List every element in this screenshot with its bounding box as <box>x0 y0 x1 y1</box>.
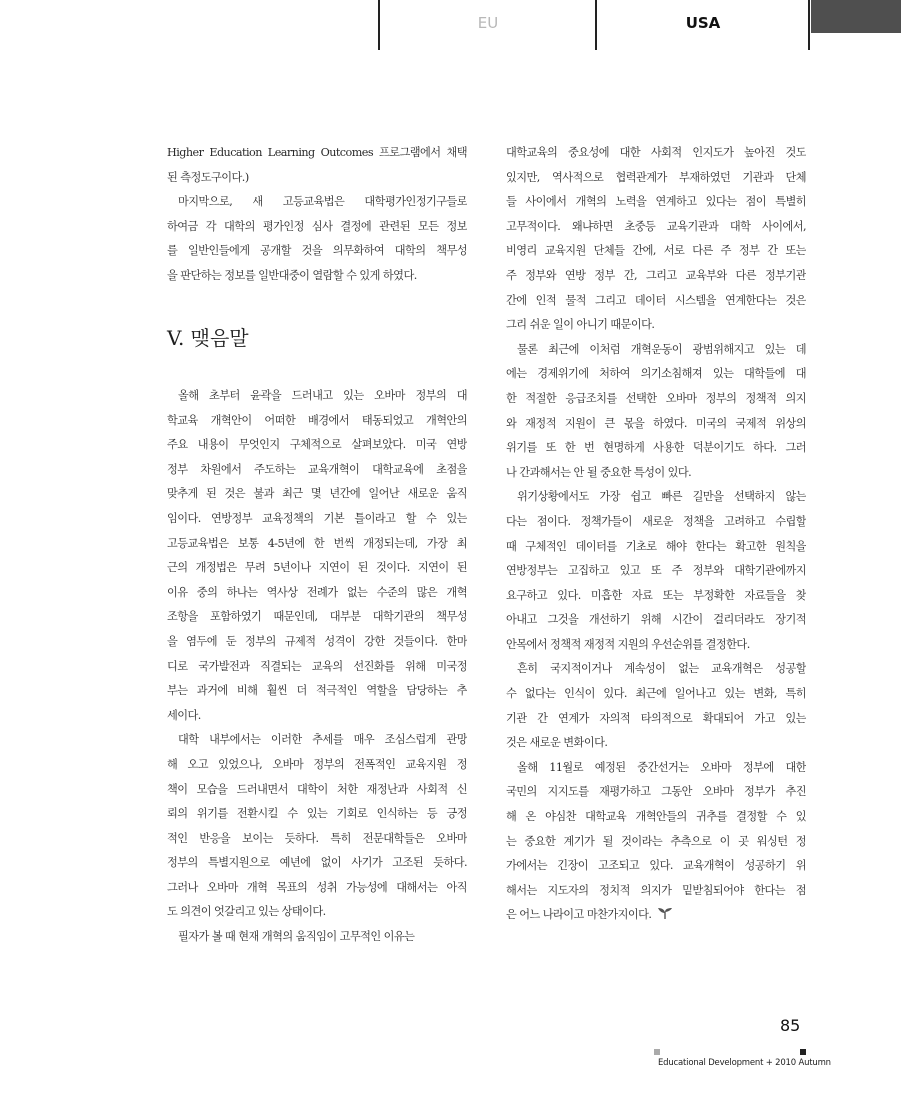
text-line: 을 염두에 둔 정부의 규제적 성격이 강한 것들이다. 한마 <box>167 634 467 648</box>
text-line: 한 적절한 응급조치를 선택한 오바마 정부의 정책적 의지 <box>506 391 806 405</box>
text-line: 임이다. 연방정부 교육정책의 기본 틀이라고 할 수 있는 <box>167 511 467 525</box>
text-line: 가에서는 긴장이 고조되고 있다. 교육개혁이 성공하기 위 <box>506 859 806 873</box>
footer-square-dark <box>800 1049 806 1055</box>
text-line: 수 없다는 인식이 있다. 최근에 일어나고 있는 변화, 특히 <box>506 687 806 701</box>
right-column-body <box>506 141 806 928</box>
text-line: 디로 국가발전과 직결되는 교육의 선진화를 위해 미국정 <box>167 659 467 673</box>
text-line: 대학 내부에서는 이러한 추세를 매우 조심스럽게 관망 <box>178 733 467 747</box>
text-line: 때 구체적인 데이터를 기초로 해야 한다는 확고한 원칙을 <box>506 539 806 553</box>
text-line: 뢰의 위기를 전환시킬 수 있는 기회로 인식하는 등 긍정 <box>167 807 467 821</box>
text-line: 위기를 또 한 번 현명하게 사용한 덕분이기도 하다. 그러 <box>506 441 806 455</box>
text-line: 요구하고 있다. 미흡한 자료 또는 부정확한 자료들을 찾 <box>506 588 806 602</box>
text-line: 것은 새로운 변화이다. <box>506 736 608 750</box>
text-line: 간에 인적 물적 그리고 데이터 시스템을 연계한다는 것은 <box>506 293 806 307</box>
text-line: 를 일반인들에게 공개할 것을 의무화하여 대학의 책무성 <box>167 244 467 258</box>
tab-divider <box>808 0 810 50</box>
text-line: 조항을 포함하였기 때문인데, 대부분 대학기관의 책무성 <box>167 610 467 624</box>
page-number: 85 <box>780 1016 801 1035</box>
text-line: 물론 최근에 이처럼 개혁운동이 광범위해지고 있는 데 <box>517 342 806 356</box>
text-line: 다는 점이다. 정책가들이 새로운 정책을 고려하고 수립할 <box>506 514 806 528</box>
text-line: 올해 11월로 예정된 중간선거는 오바마 정부에 대한 <box>517 760 806 774</box>
text-line: 된 측정도구이다.) <box>167 170 249 184</box>
text-line: 마지막으로, 새 고등교육법은 대학평가인정기구들로 <box>178 195 467 209</box>
text-line: 나 간과해서는 안 될 중요한 특성이 있다. <box>506 465 692 479</box>
tab-eu[interactable]: EU <box>477 14 499 32</box>
text-line: 세이다. <box>167 708 201 722</box>
left-column-body <box>167 384 467 950</box>
text-line: 는 중요한 계기가 될 것이라는 추측으로 이 곳 워싱턴 정 <box>506 834 806 848</box>
text-line: 고무적이다. 왜냐하면 초중등 교육기관과 대학 사이에서, <box>506 219 806 233</box>
text-line: 학교육 개혁안이 어떠한 배경에서 태동되었고 개혁안의 <box>167 413 467 427</box>
text-line: 해 오고 있었으나, 오바마 정부의 전폭적인 교육지원 정 <box>167 757 467 771</box>
text-line: 맞추게 된 것은 불과 최근 몇 년간에 일어난 새로운 움직 <box>167 487 467 501</box>
text-line: 주요 내용이 무엇인지 구체적으로 살펴보았다. 미국 연방 <box>167 438 467 452</box>
text-line: 고등교육법은 보통 4-5년에 한 번씩 개정되는데, 가장 최 <box>167 536 467 550</box>
text-line: 적인 반응을 보이는 듯하다. 특히 전문대학들은 오바마 <box>167 831 467 845</box>
text-line: 연방정부는 고집하고 있고 또 주 정부와 대학기관에까지 <box>506 564 806 578</box>
text-line: 근의 개정법은 무려 5년이나 지연이 된 것이다. 지연이 된 <box>167 561 467 575</box>
text-line: 필자가 볼 때 현재 개혁의 움직임이 고무적인 이유는 <box>178 930 415 944</box>
section-heading: V. 맺음말 <box>167 326 249 350</box>
text-line: 해서는 지도자의 정치적 의지가 밑받침되어야 한다는 점 <box>506 883 806 897</box>
left-column-top <box>167 141 467 289</box>
text-line: 국민의 지지도를 재평가하고 그동안 오바마 정부가 추진 <box>506 785 806 799</box>
text-line: 책이 모습을 드러내면서 대학이 처한 재정난과 사회적 신 <box>167 782 467 796</box>
tab-usa[interactable]: USA <box>685 14 721 32</box>
section-tab-bar <box>0 0 901 50</box>
text-line: Higher Education Learning Outcomes 프로그램에서 채택 <box>167 146 467 159</box>
sprout-icon <box>657 907 673 919</box>
text-line: 은 어느 나라이고 마찬가지이다. <box>506 903 806 928</box>
text-line: 부는 과거에 비해 훨씬 더 적극적인 역할을 담당하는 추 <box>167 684 467 698</box>
text-line: 기관 간 연계가 자의적 타의적으로 확대되어 가고 있는 <box>506 711 806 725</box>
text-line: 정부의 특별지원으로 예년에 없이 사기가 고조된 듯하다. <box>167 856 467 870</box>
text-line: 있지만, 역사적으로 협력관계가 부재하였던 기관과 단체 <box>506 170 806 184</box>
text-line: 아내고 그것을 개선하기 위해 시간이 걸리더라도 장기적 <box>506 613 806 627</box>
text-line: 안목에서 정책적 재정적 지원의 우선순위를 결정한다. <box>506 637 750 651</box>
text-line: 대학교육의 중요성에 대한 사회적 인지도가 높아진 것도 <box>506 146 806 159</box>
text-line: 위기상황에서도 가장 쉽고 빠른 길만을 선택하지 않는 <box>517 490 806 504</box>
text-line: 도 의견이 엇갈리고 있는 상태이다. <box>167 905 326 919</box>
text-line: 주 정부와 연방 정부 간, 그리고 교육부와 다른 정부기관 <box>506 268 806 282</box>
footer-square-light <box>654 1049 660 1055</box>
text-line: 들 사이에서 개혁의 노력을 연계하고 있다는 점이 특별히 <box>506 195 806 209</box>
text-line: 에는 경제위기에 처하여 의기소침해져 있는 대학들에 대 <box>506 367 806 381</box>
text-line: 그리 쉬운 일이 아니기 때문이다. <box>506 318 655 332</box>
publication-footer: Educational Development + 2010 Autumn <box>658 1058 831 1068</box>
text-line: 비영리 교육지원 단체들 간에, 서로 다른 주 정부 간 또는 <box>506 244 806 258</box>
text-line: 정부 차원에서 주도하는 교육개혁이 대학교육에 초점을 <box>167 462 467 476</box>
text-line: 그러나 오바마 개혁 목표의 성취 가능성에 대해서는 아직 <box>167 880 467 894</box>
text-line: 올해 초부터 윤곽을 드러내고 있는 오바마 정부의 대 <box>178 389 467 402</box>
corner-block <box>811 0 901 33</box>
text-line: 흔히 국지적이거나 계속성이 없는 교육개혁은 성공할 <box>517 662 806 676</box>
text-line: 와 재정적 지원이 큰 몫을 하였다. 미국의 국제적 위상의 <box>506 416 806 430</box>
text-line: 을 판단하는 정보를 일반대중이 열람할 수 있게 하였다. <box>167 268 417 282</box>
text-line: 해 온 야심찬 대학교육 개혁안들의 귀추를 결정할 수 있 <box>506 810 806 824</box>
text-line: 이유 중의 하나는 역사상 전례가 없는 수준의 많은 개혁 <box>167 585 467 599</box>
text-line: 하여금 각 대학의 평가인정 심사 결정에 관련된 모든 정보 <box>167 219 467 233</box>
